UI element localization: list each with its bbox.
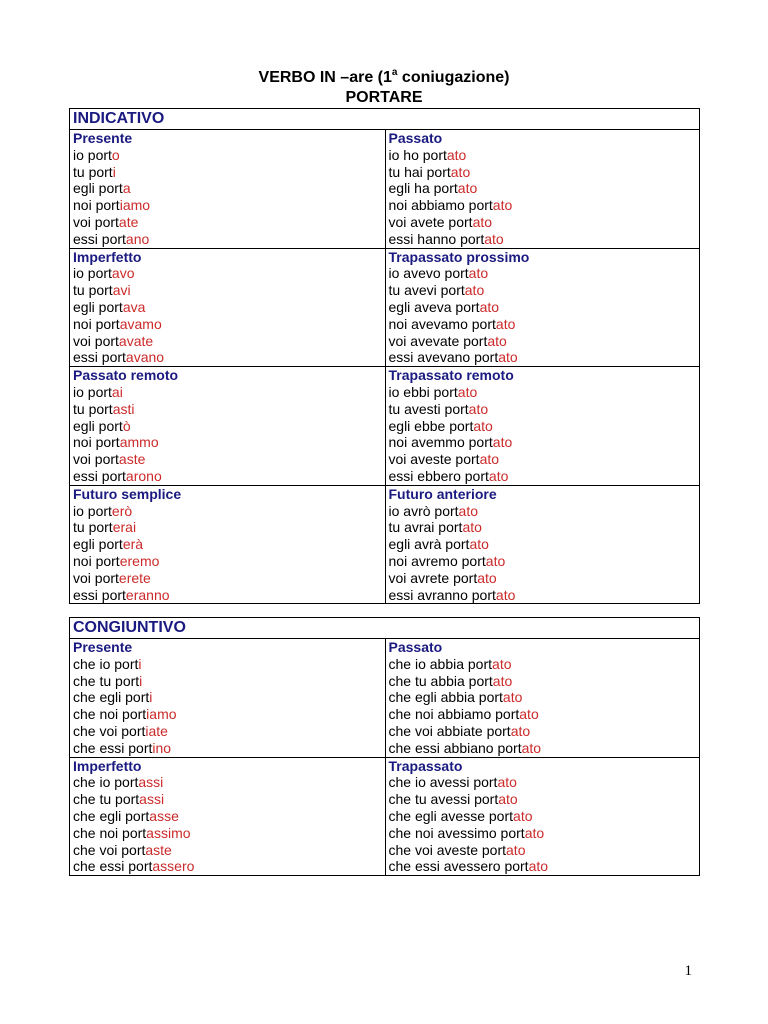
conjugated-form [389, 825, 700, 842]
verb-ending: ato [468, 265, 489, 282]
verb-ending: ato [446, 146, 467, 163]
conjugated-form [73, 706, 385, 723]
tense-cell [385, 130, 700, 248]
verb-ending: ato [492, 197, 513, 214]
verb-stem: egli ebbe port [388, 417, 474, 434]
verb-ending: ato [488, 467, 509, 484]
conjugated-form [73, 384, 385, 401]
verb-stem: voi avevate port [388, 332, 488, 349]
verb-stem: voi avrete port [388, 569, 478, 586]
verb-ending: avamo [119, 315, 162, 332]
conjugated-form [73, 587, 385, 604]
verb-stem: tu port [73, 400, 113, 417]
verb-stem: egli port [73, 298, 123, 315]
conjugated-form [389, 451, 700, 468]
conjugated-form [73, 858, 385, 875]
conjugated-form [389, 536, 700, 553]
conjugated-form [73, 519, 385, 536]
verb-ending: ato [487, 332, 507, 349]
verb-stem: che io port [73, 655, 139, 672]
conjugated-form [389, 858, 700, 875]
tense-name: Futuro anteriore [388, 485, 497, 502]
tense-name: Presente [73, 639, 133, 655]
conjugated-form [73, 774, 385, 791]
conjugated-form [73, 231, 385, 248]
tense-cell [385, 758, 700, 876]
verb-ending: ato [524, 824, 545, 841]
conjugated-form [73, 842, 385, 859]
conjugated-form [389, 808, 700, 825]
verb-ending: ato [510, 722, 531, 739]
verb-stem: che egli abbia port [388, 689, 503, 706]
verb-ending: a [122, 180, 131, 197]
verb-stem: noi port [73, 197, 120, 214]
tense-cell [385, 249, 700, 367]
verb-ending: asse [149, 807, 179, 824]
conjugated-form [389, 299, 700, 316]
verb-ending: ato [495, 315, 516, 332]
verb-ending: ò [122, 417, 131, 434]
verb-ending: erà [122, 536, 144, 553]
conjugated-form [389, 231, 700, 248]
verb-ending: i [112, 163, 116, 180]
verb-ending: ato [492, 655, 512, 672]
tense-cell [70, 639, 385, 757]
conjugated-form [389, 673, 700, 690]
conjugated-form [389, 197, 700, 214]
verb-ending: ato [497, 774, 517, 791]
conjugated-form [73, 689, 385, 706]
section-heading: CONGIUNTIVO [70, 618, 699, 639]
verb-stem: che tu port [73, 672, 140, 689]
conjugated-form [389, 468, 700, 485]
verb-stem: tu port [73, 519, 113, 536]
verb-ending: ato [528, 858, 549, 875]
tense-cell [70, 249, 385, 367]
conjugated-form [389, 740, 700, 757]
verb-stem: io port [73, 383, 112, 400]
conjugated-form [389, 180, 700, 197]
conjugated-form [73, 401, 385, 418]
verb-ending: ato [473, 417, 493, 434]
tense-cell [70, 130, 385, 248]
document-title-verb: PORTARE [345, 89, 423, 106]
conjugated-form [73, 265, 385, 282]
tense-name: Passato [388, 130, 443, 146]
verb-stem: tu avevi port [388, 282, 465, 299]
verb-stem: che essi port [73, 739, 153, 756]
verb-stem: essi port [73, 586, 126, 603]
verb-ending: avano [125, 349, 165, 366]
verb-ending: ato [492, 672, 513, 689]
tense-row [70, 248, 699, 367]
verb-ending: ava [122, 298, 146, 315]
conjugated-form [73, 434, 385, 451]
tense-row [70, 366, 699, 485]
verb-ending: ato [464, 282, 485, 299]
verb-ending: iamo [119, 197, 151, 214]
verb-ending: ato [485, 552, 506, 569]
conjugated-form [389, 791, 700, 808]
verb-ending: ato [495, 586, 516, 603]
tense-cell [385, 367, 700, 485]
verb-stem: che noi abbiamo port [388, 706, 520, 723]
conjugated-form [73, 503, 385, 520]
conjugated-form [389, 587, 700, 604]
conjugated-form [73, 214, 385, 231]
verb-ending: iamo [146, 706, 177, 723]
verb-stem: io port [73, 502, 112, 519]
tense-row [70, 485, 699, 604]
verb-stem: essi avranno port [388, 586, 496, 603]
conjugated-form [389, 164, 700, 181]
conjugated-form [73, 349, 385, 366]
verb-stem: che voi port [73, 722, 146, 739]
verb-stem: egli aveva port [388, 298, 480, 315]
verb-stem: essi port [73, 230, 126, 247]
verb-ending: assimo [146, 824, 191, 841]
conjugated-form [389, 656, 700, 673]
conjugated-form [389, 384, 700, 401]
verb-stem: che egli port [73, 689, 150, 706]
verb-ending: ato [457, 383, 478, 400]
verb-ending: ato [484, 230, 504, 247]
verb-stem: che voi port [73, 841, 146, 858]
conjugated-form [73, 316, 385, 333]
conjugated-form [73, 536, 385, 553]
verb-stem: voi port [73, 213, 119, 230]
tense-row [70, 757, 699, 876]
verb-ending: assero [152, 858, 195, 875]
verb-ending: ai [111, 383, 123, 400]
conjugated-form [389, 401, 700, 418]
verb-ending: ato [450, 163, 471, 180]
verb-stem: voi port [73, 332, 119, 349]
verb-stem: io port [73, 146, 112, 163]
tense-cell [70, 367, 385, 485]
verb-stem: che essi abbiano port [388, 739, 522, 756]
conjugated-form [73, 740, 385, 757]
conjugated-form [73, 673, 385, 690]
conjugated-form [73, 808, 385, 825]
tense-name: Passato remoto [73, 367, 179, 384]
verb-ending: arono [125, 467, 162, 484]
verb-ending: ato [521, 739, 542, 756]
verb-ending: asti [112, 400, 135, 417]
verb-stem: noi port [73, 434, 120, 451]
verb-ending: assi [138, 774, 164, 791]
conjugated-form [73, 333, 385, 350]
verb-stem: essi port [73, 467, 126, 484]
verb-stem: essi port [73, 349, 126, 366]
verb-stem: voi avete port [388, 213, 473, 230]
verb-ending: ato [498, 791, 518, 808]
verb-stem: che voi abbiate port [388, 722, 511, 739]
conjugated-form [389, 774, 700, 791]
verb-ending: ato [457, 180, 478, 197]
verb-ending: ammo [119, 434, 159, 451]
verb-ending: ano [125, 230, 150, 247]
verb-stem: io ebbi port [388, 383, 458, 400]
verb-stem: egli port [73, 536, 123, 553]
verb-ending: erò [111, 502, 133, 519]
tense-row [70, 639, 699, 757]
tense-name: Futuro semplice [73, 485, 182, 502]
verb-stem: egli port [73, 180, 123, 197]
verb-stem: io avrò port [388, 502, 459, 519]
conjugated-form [73, 299, 385, 316]
section-indicativo [69, 108, 700, 604]
verb-stem: tu port [73, 282, 113, 299]
verb-ending: ato [472, 213, 493, 230]
verb-stem: che essi port [73, 858, 153, 875]
conjugated-form [73, 553, 385, 570]
verb-ending: avo [111, 265, 135, 282]
verb-stem: che voi aveste port [388, 841, 507, 858]
verb-stem: che io abbia port [388, 655, 493, 672]
conjugated-form [389, 282, 700, 299]
verb-stem: noi avremo port [388, 552, 486, 569]
verb-stem: noi port [73, 315, 120, 332]
tense-name: Trapassato prossimo [388, 248, 530, 265]
conjugated-form [389, 570, 700, 587]
verb-ending: eranno [125, 586, 170, 603]
conjugated-form [389, 265, 700, 282]
verb-stem: che noi port [73, 706, 147, 723]
tense-row [70, 130, 699, 248]
verb-ending: ato [479, 451, 500, 468]
conjugated-form [389, 349, 700, 366]
title-superscript: a [391, 67, 398, 78]
conjugated-form [389, 553, 700, 570]
section-congiuntivo [69, 617, 700, 876]
verb-stem: egli ha port [388, 180, 458, 197]
title-text-post: coniugazione) [397, 69, 510, 86]
conjugated-form [389, 723, 700, 740]
verb-ending: ato [479, 298, 500, 315]
verb-stem: che egli avesse port [388, 807, 514, 824]
verb-stem: che noi avessimo port [388, 824, 525, 841]
conjugated-form [389, 503, 700, 520]
verb-ending: erai [112, 519, 137, 536]
verb-ending: ato [469, 536, 489, 553]
tense-name: Presente [73, 130, 133, 146]
conjugated-form [73, 570, 385, 587]
conjugated-form [389, 434, 700, 451]
tense-name: Trapassato [388, 757, 463, 774]
verb-stem: che noi port [73, 824, 147, 841]
verb-stem: io avevo port [388, 265, 469, 282]
verb-ending: iate [145, 722, 168, 739]
verb-ending: eremo [119, 552, 160, 569]
conjugated-form [73, 418, 385, 435]
conjugated-form [389, 147, 700, 164]
verb-stem: noi avemmo port [388, 434, 493, 451]
verb-ending: ato [477, 569, 497, 586]
conjugated-form [389, 418, 700, 435]
verb-ending: o [111, 146, 120, 163]
verb-ending: avi [112, 282, 131, 299]
verb-stem: che tu port [73, 791, 140, 808]
verb-stem: che tu abbia port [388, 672, 493, 689]
verb-ending: ato [506, 841, 526, 858]
title-text-pre: VERBO IN –are (1 [258, 69, 392, 86]
tense-name: Imperfetto [73, 757, 142, 774]
verb-ending: ato [468, 400, 489, 417]
verb-ending: ato [502, 689, 523, 706]
conjugated-form [73, 468, 385, 485]
verb-stem: noi port [73, 552, 120, 569]
tense-name: Trapassato remoto [388, 367, 514, 384]
conjugated-form [389, 519, 700, 536]
verb-stem: tu avrai port [388, 519, 463, 536]
conjugated-form [73, 791, 385, 808]
verb-ending: ate [118, 213, 139, 230]
verb-ending: ato [458, 502, 479, 519]
conjugated-form [389, 706, 700, 723]
verb-ending: i [138, 655, 142, 672]
conjugated-form [73, 723, 385, 740]
verb-stem: io port [73, 265, 112, 282]
conjugated-form [389, 689, 700, 706]
verb-ending: ato [519, 706, 539, 723]
verb-ending: i [149, 689, 153, 706]
conjugated-form [389, 333, 700, 350]
conjugated-form [73, 147, 385, 164]
verb-stem: che tu avessi port [388, 791, 499, 808]
verb-stem: che io avessi port [388, 774, 498, 791]
conjugated-form [389, 316, 700, 333]
verb-stem: che essi avessero port [388, 858, 529, 875]
page-number: 1 [684, 963, 692, 979]
verb-stem: tu hai port [388, 163, 451, 180]
tense-cell [385, 486, 700, 604]
verb-stem: egli avrà port [388, 536, 470, 553]
conjugated-form [73, 282, 385, 299]
verb-stem: che egli port [73, 807, 150, 824]
verb-ending: erete [118, 569, 151, 586]
verb-stem: essi hanno port [388, 230, 485, 247]
verb-ending: i [139, 672, 143, 689]
verb-stem: essi ebbero port [388, 467, 489, 484]
verb-ending: avate [118, 332, 154, 349]
verb-stem: tu avesti port [388, 400, 469, 417]
conjugated-form [389, 842, 700, 859]
verb-stem: tu port [73, 163, 113, 180]
conjugated-form [73, 656, 385, 673]
verb-ending: ato [498, 349, 518, 366]
verb-stem: io ho port [388, 146, 447, 163]
verb-ending: assi [139, 791, 165, 808]
conjugated-form [73, 164, 385, 181]
verb-stem: noi avevamo port [388, 315, 496, 332]
verb-stem: egli port [73, 417, 123, 434]
tense-name: Passato [388, 639, 443, 655]
verb-ending: ato [492, 434, 513, 451]
conjugated-form [73, 197, 385, 214]
verb-ending: ato [513, 807, 533, 824]
verb-stem: che io port [73, 774, 139, 791]
document-title-line1 [0, 68, 768, 88]
verb-stem: voi port [73, 569, 119, 586]
verb-ending: ino [152, 739, 172, 756]
verb-ending: aste [145, 841, 172, 858]
conjugated-form [73, 180, 385, 197]
verb-stem: essi avevano port [388, 349, 499, 366]
verb-ending: ato [462, 519, 482, 536]
verb-ending: aste [118, 451, 146, 468]
tense-name: Imperfetto [73, 248, 142, 265]
conjugated-form [389, 214, 700, 231]
tense-cell [70, 486, 385, 604]
verb-stem: noi abbiamo port [388, 197, 493, 214]
verb-stem: voi port [73, 451, 119, 468]
conjugated-form [73, 451, 385, 468]
section-heading: INDICATIVO [70, 109, 699, 130]
conjugated-form [73, 825, 385, 842]
tense-cell [70, 758, 385, 876]
verb-stem: voi aveste port [388, 451, 480, 468]
tense-cell [385, 639, 700, 757]
